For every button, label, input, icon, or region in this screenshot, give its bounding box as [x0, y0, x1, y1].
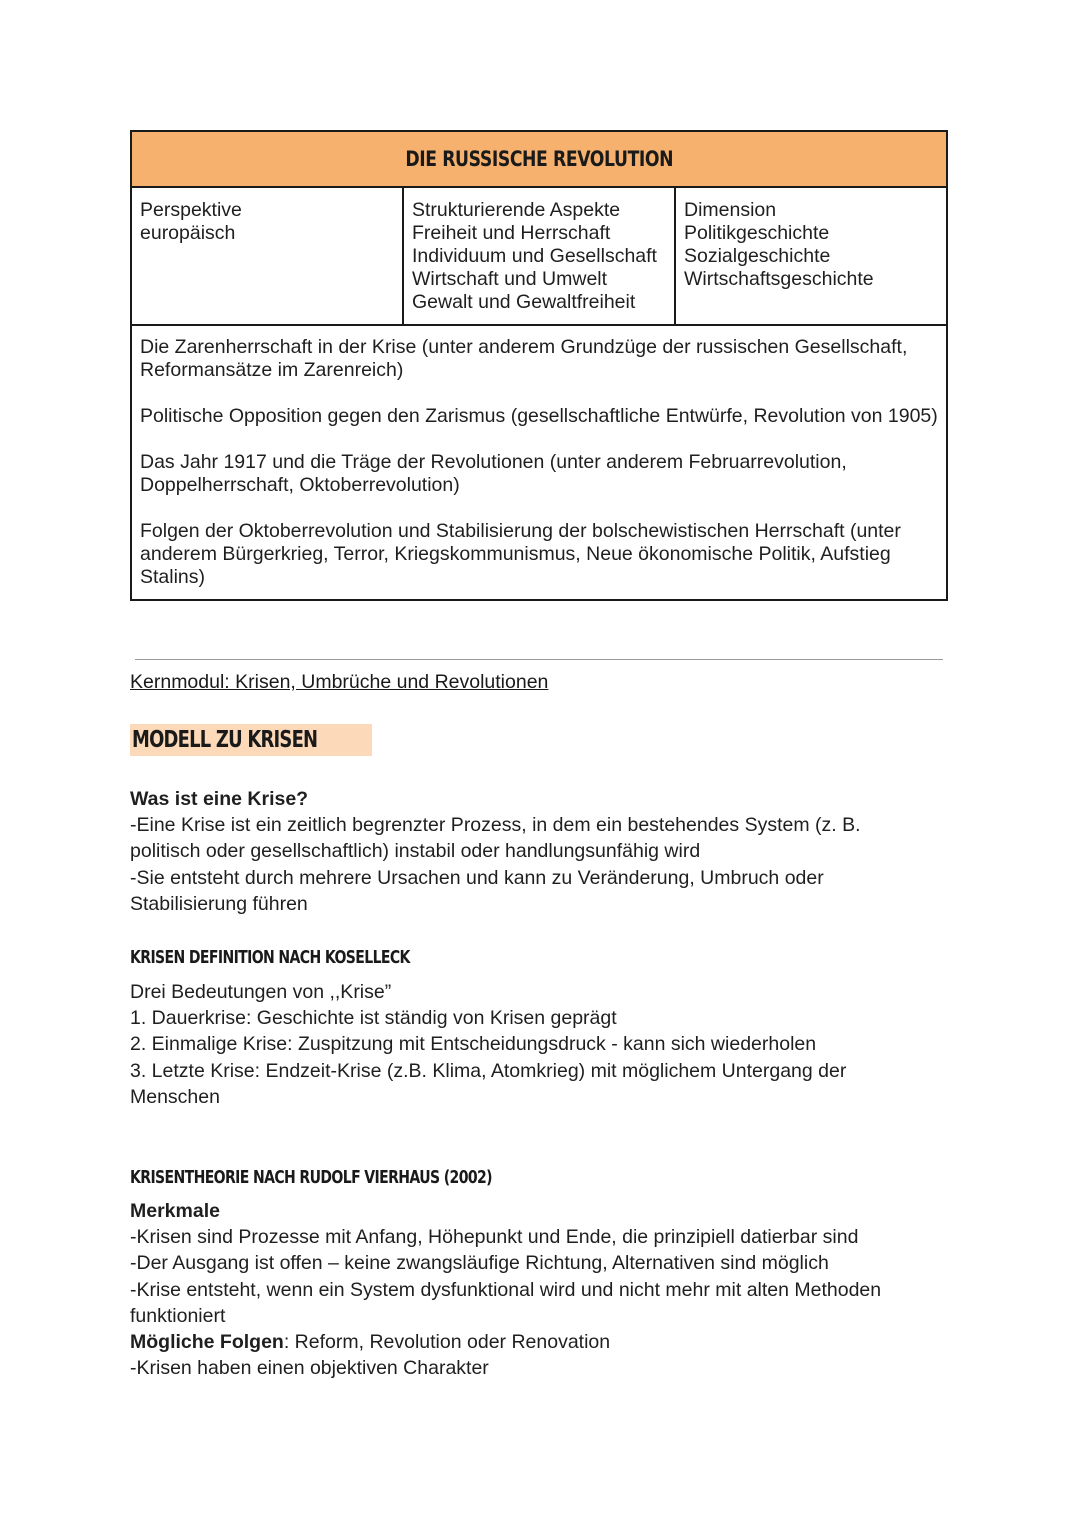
text-line: Drei Bedeutungen von ,,Krise”	[130, 981, 392, 1003]
text-line: Menschen	[130, 1085, 220, 1108]
question-heading: Was ist eine Krise?	[130, 788, 309, 810]
consequences-label: Mögliche Folgen	[130, 1331, 284, 1354]
text-line: -Der Ausgang ist offen – keine zwangsläufige Richtung, Alternativen sind möglich	[130, 1252, 829, 1275]
dimension-cell	[674, 188, 946, 324]
cell-line: Sozialgeschichte	[684, 245, 831, 267]
text-line: 3. Letzte Krise: Endzeit-Krise (z.B. Klima, Atomkrieg) mit möglichem Untergang der	[130, 1059, 847, 1082]
vierhaus-heading	[130, 1167, 594, 1188]
horizontal-divider	[135, 659, 943, 660]
koselleck-heading-text: KRISEN DEFINITION NACH KOSELLECK	[130, 947, 410, 968]
topic-paragraph: Politische Opposition gegen den Zarismus (gesellschaftliche Entwürfe, Revolution von 1905)	[140, 405, 938, 427]
cell-line: Gewalt und Gewaltfreiheit	[412, 291, 636, 313]
text-line: -Krisen haben einen objektiven Charakter	[130, 1357, 489, 1380]
topic-paragraph: Die Zarenherrschaft in der Krise (unter anderem Grundzüge der russischen Gesellschaft, Reformansätze im Zarenreich)	[140, 336, 908, 381]
cell-line: Politikgeschichte	[684, 222, 830, 244]
consequences-text: : Reform, Revolution oder Renovation	[283, 1331, 611, 1354]
koselleck-heading	[130, 947, 489, 968]
topic-paragraph: Das Jahr 1917 und die Träge der Revolutionen (unter anderem Februarrevolution, Doppelherrschaft, Oktoberrevolution)	[140, 451, 847, 496]
text-line: -Eine Krise ist ein zeitlich begrenzter Prozess, in dem ein bestehendes System (z. B.	[130, 814, 861, 837]
structural-aspects-cell	[402, 188, 674, 324]
revolution-table	[130, 130, 948, 601]
cell-line: Freiheit und Herrschaft	[412, 222, 611, 244]
topic-paragraph: Folgen der Oktoberrevolution und Stabilisierung der bolschewistischen Herrschaft (unter anderem Bürgerkrieg, Terror, Kriegskommunismus, Neue ökonomische Politik, Aufstieg Stalins)	[140, 520, 901, 588]
text-line: -Sie entsteht durch mehrere Ursachen und kann zu Veränderung, Umbruch oder	[130, 866, 824, 889]
text-line: -Krisen sind Prozesse mit Anfang, Höhepunkt und Ende, die prinzipiell datierbar sind	[130, 1226, 859, 1249]
text-line: politisch oder gesellschaftlich) instabil oder handlungsunfähig wird	[130, 840, 701, 863]
text-line: 1. Dauerkrise: Geschichte ist ständig von Krisen geprägt	[130, 1007, 617, 1030]
vierhaus-heading-text: KRISENTHEORIE NACH RUDOLF VIERHAUS (2002)	[130, 1167, 492, 1188]
vierhaus-block	[130, 1198, 930, 1381]
text-line: -Krise entsteht, wenn ein System dysfunktional wird und nicht mehr mit alten Methoden	[130, 1278, 882, 1301]
consequences-line	[130, 1329, 930, 1355]
text-line: funktioniert	[130, 1304, 226, 1327]
table-header	[132, 132, 946, 188]
core-module-heading: Kernmodul: Krisen, Umbrüche und Revolutionen	[130, 671, 549, 693]
features-subheading: Merkmale	[130, 1200, 220, 1222]
text-line: 2. Einmalige Krise: Zuspitzung mit Entscheidungsdruck - kann sich wiederholen	[130, 1033, 817, 1056]
table-columns-row	[132, 188, 946, 326]
cell-line: Strukturierende Aspekte	[412, 199, 621, 221]
cell-line: europäisch	[140, 222, 236, 244]
cell-line: Wirtschaft und Umwelt	[412, 268, 608, 290]
section-title-text: MODELL ZU KRISEN	[132, 727, 318, 753]
cell-line: Wirtschaftsgeschichte	[684, 268, 874, 290]
cell-line: Dimension	[684, 199, 777, 221]
koselleck-block	[130, 979, 930, 1110]
crisis-definition-block	[130, 786, 930, 917]
text-line: Stabilisierung führen	[130, 892, 308, 915]
cell-line: Perspektive	[140, 199, 242, 221]
topics-cell	[132, 326, 946, 599]
perspective-cell	[132, 188, 402, 324]
cell-line: Individuum und Gesellschaft	[412, 245, 657, 267]
section-title-model	[130, 724, 372, 756]
table-title: DIE RUSSISCHE REVOLUTION	[405, 147, 673, 171]
